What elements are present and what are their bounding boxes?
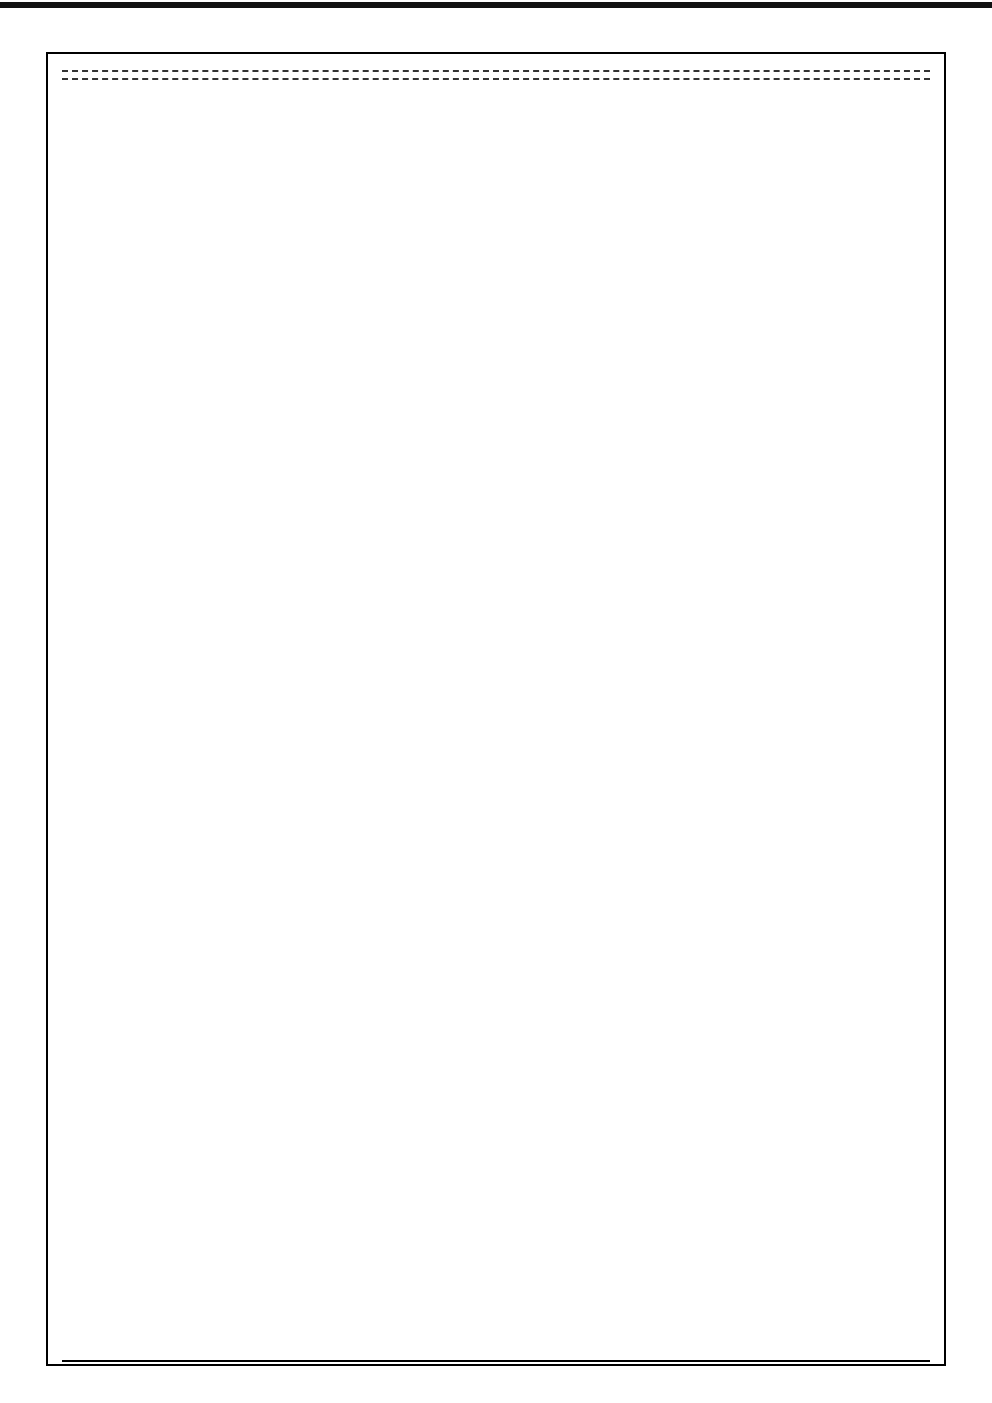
section-separator [62, 70, 930, 80]
page-header [46, 22, 946, 48]
content-frame [46, 52, 946, 1366]
worksheet-page [46, 22, 946, 1366]
footer-row [62, 1320, 930, 1362]
content-body [48, 54, 944, 80]
top-border-bar [0, 2, 992, 8]
website-link[interactable] [62, 1325, 66, 1355]
